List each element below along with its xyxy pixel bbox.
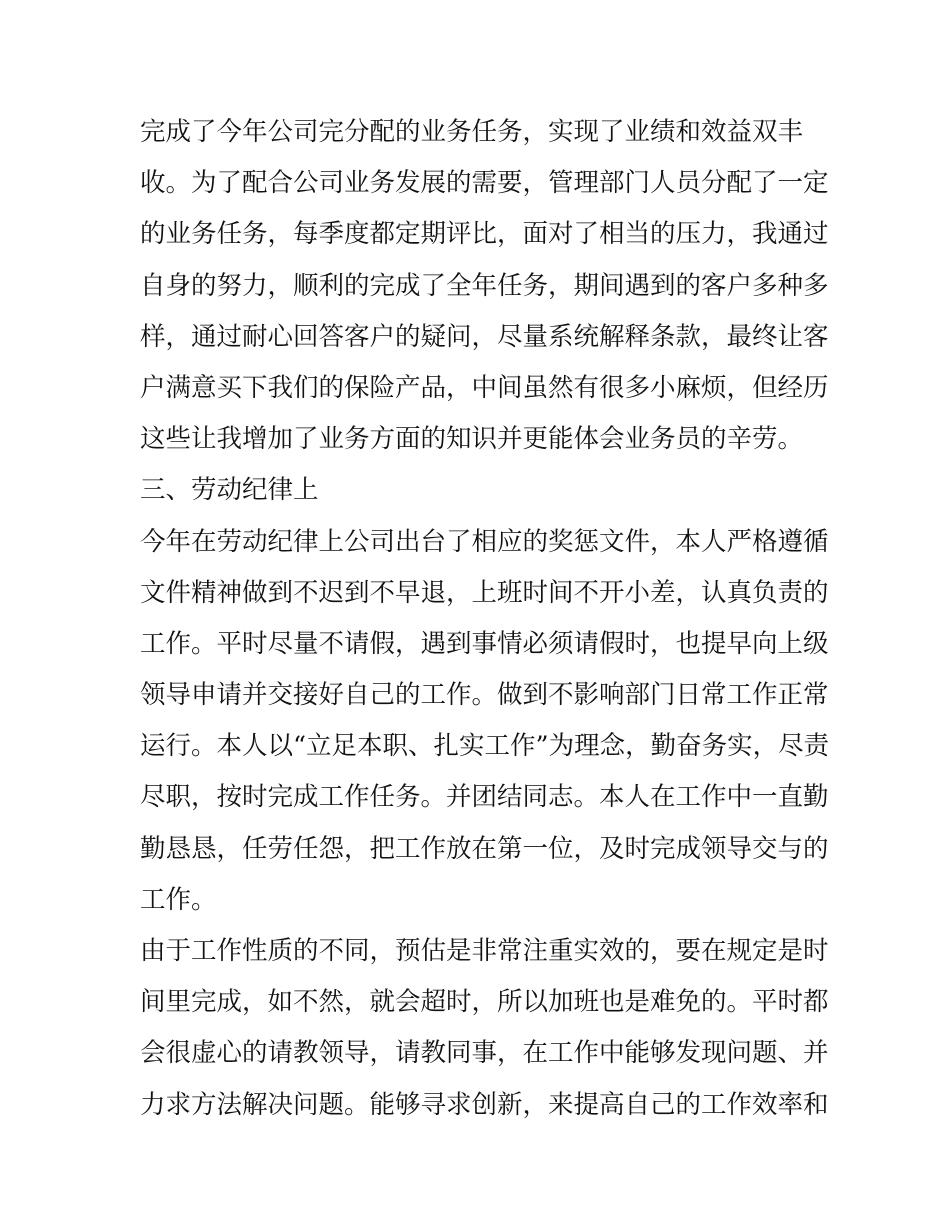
- text-line: 力求方法解决问题。能够寻求创新，来提高自己的工作效率和: [140, 1089, 829, 1120]
- text-line: 这些让我增加了业务方面的知识并更能体会业务员的辛劳。: [140, 424, 804, 455]
- text-line: 由于工作性质的不同，预估是非常注重实效的，要在规定是时: [140, 936, 829, 966]
- text-line: 工作。: [140, 884, 217, 915]
- text-line: 运行。本人以“立足本职、扎实工作”为理念，勤奋务实，尽责: [140, 731, 830, 762]
- text-line: 会很虚心的请教领导，请教同事，在工作中能够发现问题、并: [140, 1038, 829, 1069]
- text-line: 户满意买下我们的保险产品，中间虽然有很多小麻烦，但经历: [140, 372, 829, 403]
- text-line: 的业务任务，每季度都定期评比，面对了相当的压力，我通过: [140, 219, 829, 250]
- text-line: 样，通过耐心回答客户的疑问，尽量系统解释条款，最终让客: [140, 321, 829, 352]
- text-line: 领导申请并交接好自己的工作。做到不影响部门日常工作正常: [140, 680, 829, 711]
- body-text: [140, 107, 830, 1131]
- text-line: 今年在劳动纪律上公司出台了相应的奖惩文件，本人严格遵循: [140, 526, 829, 557]
- text-line: 文件精神做到不迟到不早退，上班时间不开小差，认真负责的: [140, 577, 829, 608]
- text-line: 尽职，按时完成工作任务。并团结同志。本人在工作中一直勤: [140, 782, 829, 813]
- section-heading: 三、劳动纪律上: [140, 475, 319, 506]
- text-line: 工作。平时尽量不请假，遇到事情必须请假时，也提早向上级: [140, 628, 829, 659]
- text-line: 勤恳恳，任劳任怨，把工作放在第一位，及时完成领导交与的: [140, 833, 829, 864]
- text-line: 自身的努力，顺利的完成了全年任务，期间遇到的客户多种多: [140, 270, 829, 301]
- text-line: 收。为了配合公司业务发展的需要，管理部门人员分配了一定: [140, 168, 829, 199]
- text-line: 间里完成，如不然，就会超时，所以加班也是难免的。平时都: [140, 987, 829, 1018]
- text-line: 完成了今年公司完分配的业务任务，实现了业绩和效益双丰: [140, 117, 804, 147]
